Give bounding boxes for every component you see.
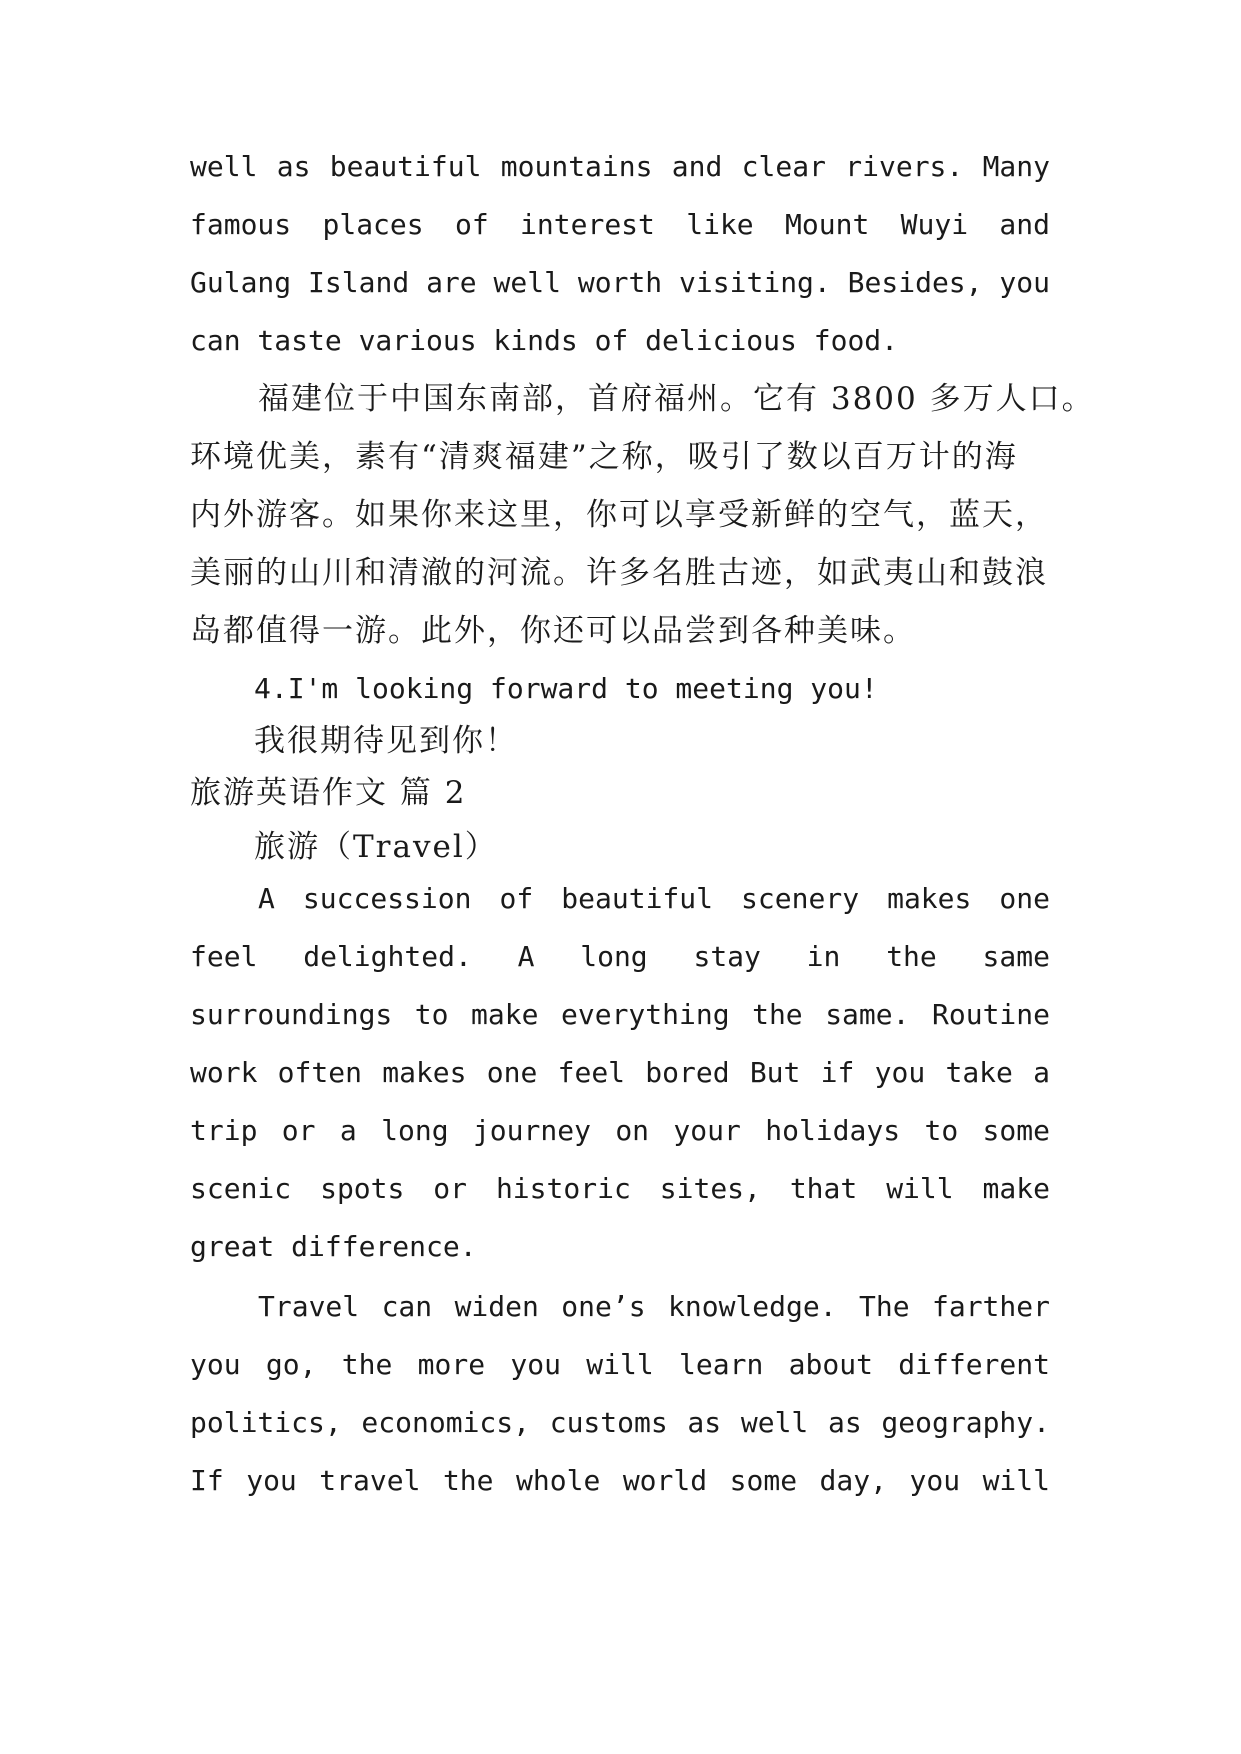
text-line: 我很期待见到你！ (254, 723, 518, 759)
text-line: 内外游客。如果你来这里，你可以享受新鲜的空气，蓝天， (190, 497, 1048, 533)
paragraph-travel-intro (190, 870, 1050, 1276)
text-line: great difference. (190, 1230, 477, 1263)
text-line: A succession of beautiful scenery makes one (258, 882, 1050, 915)
paragraph-travel-knowledge (190, 1278, 1050, 1510)
text-line: 福建位于中国东南部，首府福州。它有 3800 多万人口。 (258, 381, 1095, 417)
text-line: 4.I'm looking forward to meeting you! (254, 672, 878, 705)
paragraph-english-closing (190, 660, 1050, 718)
text-line: Gulang Island are well worth visiting. Besides, you (190, 266, 1050, 299)
section-subtitle (190, 818, 1050, 876)
text-line: scenic spots or historic sites, that will make (190, 1172, 1050, 1205)
text-line: famous places of interest like Mount Wuyi and (190, 208, 1050, 241)
section-heading (190, 764, 1050, 822)
text-line: 环境优美，素有“清爽福建”之称，吸引了数以百万计的海 (190, 439, 1018, 475)
text-line: well as beautiful mountains and clear rivers. Many (190, 150, 1050, 183)
text-line: trip or a long journey on your holidays to some (190, 1114, 1050, 1147)
text-line: feel delighted. A long stay in the same (190, 940, 1050, 973)
heading-text: 旅游英语作文 篇 2 (190, 775, 467, 811)
text-line: If you travel the whole world some day, you will (190, 1464, 1050, 1497)
text-line: politics, economics, customs as well as geography. (190, 1406, 1050, 1439)
text-line: 岛都值得一游。此外，你还可以品尝到各种美味。 (190, 613, 916, 649)
paragraph-chinese-fujian (190, 370, 1095, 660)
paragraph-english-fujian (190, 138, 1050, 370)
text-line: can taste various kinds of delicious food. (190, 324, 899, 357)
paragraph-chinese-closing (190, 712, 1050, 770)
text-line: surroundings to make everything the same. Routine (190, 998, 1050, 1031)
text-line: work often makes one feel bored But if you take a (190, 1056, 1050, 1089)
text-line: 美丽的山川和清澈的河流。许多名胜古迹，如武夷山和鼓浪 (190, 555, 1048, 591)
text-line: you go, the more you will learn about different (190, 1348, 1050, 1381)
subtitle-text: 旅游（Travel） (254, 829, 498, 865)
text-line: Travel can widen one’s knowledge. The farther (258, 1290, 1050, 1323)
